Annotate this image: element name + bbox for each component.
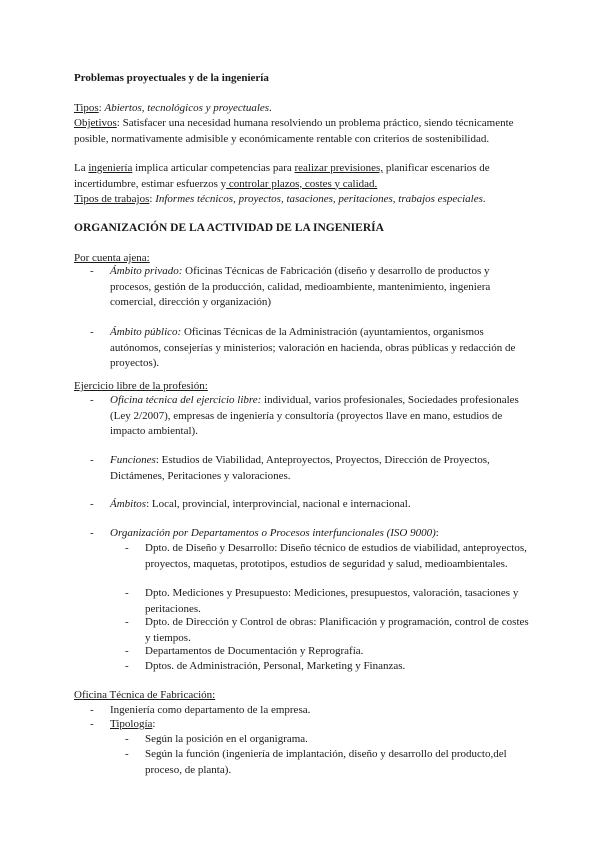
dash-marker: - xyxy=(90,454,94,466)
dash-marker: - xyxy=(125,616,129,628)
dash-marker: - xyxy=(90,718,94,730)
tipos-line xyxy=(74,101,529,117)
list-item-ambito-privado xyxy=(90,264,530,311)
list-item-tipologia xyxy=(90,717,530,733)
trabajos-text: Informes técnicos, proyectos, tasaciones, peritaciones, trabajos especiales xyxy=(155,193,483,205)
cuenta-ajena-label: Por cuenta ajena: xyxy=(74,252,150,264)
depto-item xyxy=(125,541,530,572)
dash-marker: - xyxy=(125,542,129,554)
document-title: Problemas proyectuales y de la ingeniería xyxy=(74,72,269,84)
ambitos-label: Ámbitos xyxy=(110,498,147,510)
ingenieria-paragraph xyxy=(74,161,529,208)
dash-marker: - xyxy=(90,265,94,277)
depto-item xyxy=(125,615,530,646)
list-item-funciones xyxy=(90,453,530,484)
depto-item xyxy=(125,659,530,675)
oficina-fabricacion-label: Oficina Técnica de Fabricación: xyxy=(74,689,216,701)
depto-text: Dpto. de Diseño y Desarrollo: Diseño técnico de estudios de viabilidad, anteproyectos, proyectos, maquetas, prototipos, estudios de seguridad y salud, medioambientales. xyxy=(145,542,527,570)
tipos-text: Abiertos, tecnológicos y proyectuales xyxy=(104,102,270,114)
depto-text: Dptos. de Administración, Personal, Marketing y Finanzas. xyxy=(145,660,406,672)
dash-marker: - xyxy=(125,660,129,672)
dash-marker: - xyxy=(125,748,129,760)
funciones-text: : Estudios de Viabilidad, Anteproyectos, Proyectos, Dirección de Proyectos, Dictámenes, Peritaciones y valoraciones. xyxy=(110,454,490,482)
oficina-label: Oficina técnica del ejercicio libre: xyxy=(110,394,262,406)
oficina-text: individual, varios profesionales, Sociedades profesionales (Ley 2/2007), empresas de ingeniería y consultoría (proyectos llave en mano, estudios de impacto ambiental). xyxy=(110,394,519,437)
tipologia-label: Tipología xyxy=(110,718,153,730)
tipos-sep: : xyxy=(98,102,105,114)
section-heading: ORGANIZACIÓN DE LA ACTIVIDAD DE LA INGENIERÍA xyxy=(74,222,384,234)
funciones-label: Funciones xyxy=(110,454,156,466)
ambitos-text: : Local, provincial, interprovincial, nacional e internacional. xyxy=(146,498,411,510)
ejercicio-libre-label: Ejercicio libre de la profesión: xyxy=(74,380,208,392)
list-item-ambito-publico xyxy=(90,325,530,372)
dash-marker: - xyxy=(90,498,94,510)
objetivos-paragraph xyxy=(74,116,529,147)
tipologia-sub-item xyxy=(125,747,530,778)
dash-marker: - xyxy=(90,527,94,539)
para-underline-controlar: controlar plazos, costes y calidad. xyxy=(226,177,378,190)
tipos-label: Tipos xyxy=(74,102,99,114)
ambito-publico-text: Oficinas Técnicas de la Administración (ayuntamientos, organismos autónomos, consejerías y ministerios; valoración en hacienda, obras públicas y redacción de proyectos). xyxy=(110,326,516,369)
depto-text: Dpto. Mediciones y Presupuesto: Mediciones, presupuestos, valoración, tasaciones y peritaciones. xyxy=(145,587,519,615)
list-item-ambitos xyxy=(90,497,530,513)
dash-marker: - xyxy=(90,704,94,716)
trabajos-end: . xyxy=(482,193,486,205)
depto-text: Departamentos de Documentación y Reprografía. xyxy=(145,645,364,657)
depto-item xyxy=(125,644,530,660)
dash-marker: - xyxy=(125,645,129,657)
tipos-end: . xyxy=(269,102,272,114)
list-item-oficina-tecnica xyxy=(90,393,530,440)
organizacion-end: : xyxy=(435,527,439,539)
trabajos-sep: : xyxy=(149,193,156,205)
para-underline-ingenieria: ingeniería xyxy=(88,162,133,174)
dash-marker: - xyxy=(90,394,94,406)
tipologia-sub-text: Según la función (ingeniería de implantación, diseño y desarrollo del producto,del proceso, de planta). xyxy=(145,748,507,776)
trabajos-label: Tipos de trabajos xyxy=(74,193,150,205)
tipologia-end: : xyxy=(152,718,156,730)
dash-marker: - xyxy=(90,326,94,338)
ambito-privado-label: Ámbito privado: xyxy=(110,265,183,277)
dash-marker: - xyxy=(125,587,129,599)
para-text-1: La xyxy=(74,162,89,174)
tipologia-sub-item xyxy=(125,732,530,748)
objetivos-sep: : xyxy=(116,117,123,129)
para-text-3: planificar escenarios de incertidumbre, estimar esfuerzos y xyxy=(74,162,490,190)
tipologia-sub-text: Según la posición en el organigrama. xyxy=(145,733,308,745)
dash-marker: - xyxy=(125,733,129,745)
para-underline-previsiones: realizar previsiones, xyxy=(294,162,384,174)
depto-item xyxy=(125,586,530,617)
objetivos-label: Objetivos xyxy=(74,117,117,129)
objetivos-text: Satisfacer una necesidad humana resolviendo un problema práctico, siendo técnicamente posible, normativamente admisible y económicamente rentable con criterios de sostenibilidad. xyxy=(74,117,514,145)
organizacion-label: Organización por Departamentos o Procesos interfuncionales (ISO 9000) xyxy=(110,527,436,539)
ingenieria-depto-text: Ingeniería como departamento de la empresa. xyxy=(110,704,311,716)
ambito-publico-label: Ámbito público: xyxy=(110,326,182,338)
para-text-2: implica articular competencias para xyxy=(132,162,295,174)
ambito-privado-text: Oficinas Técnicas de Fabricación (diseño y desarrollo de productos y procesos, gestión de la producción, calidad, medioambiente, mantenimiento, ingeniera comercial, dirección y organización) xyxy=(110,265,491,308)
list-item-organizacion xyxy=(90,526,530,542)
depto-text: Dpto. de Dirección y Control de obras: Planificación y programación, control de costes y tiempos. xyxy=(145,616,529,644)
